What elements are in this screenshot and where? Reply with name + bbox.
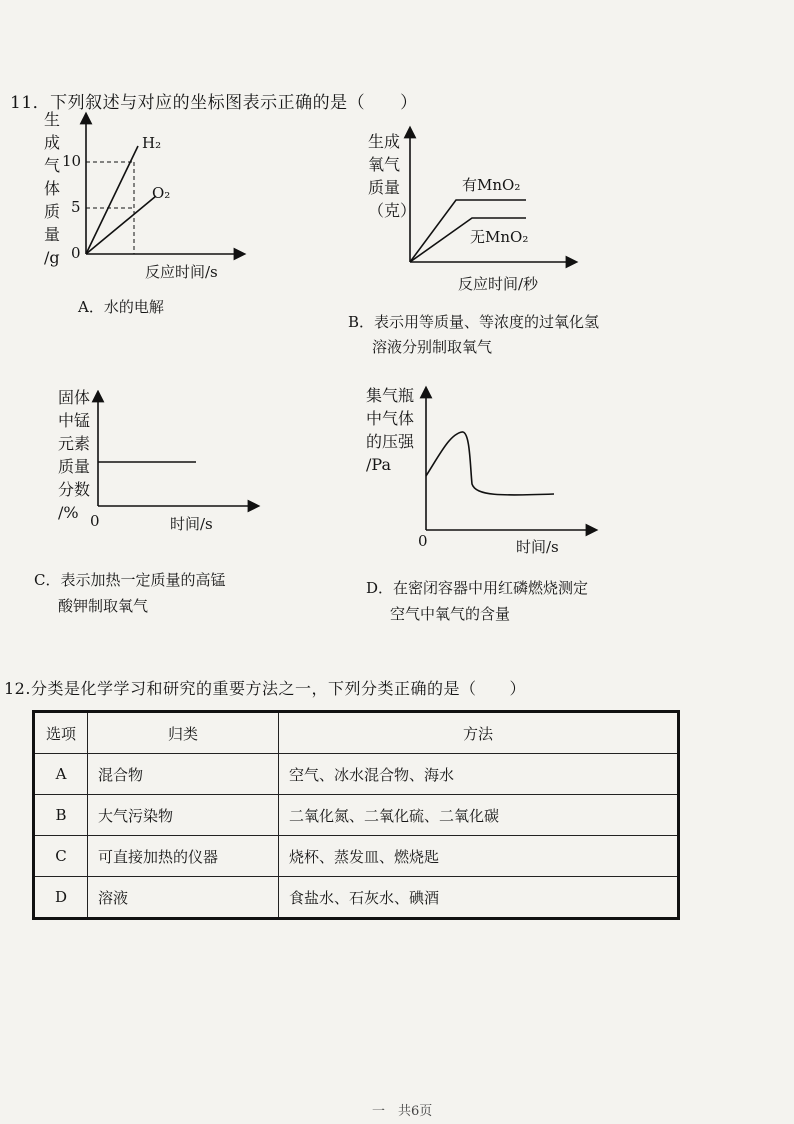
graph-c-ylabel: 固体 中锰 元素 质量 分数 /% [58, 388, 91, 522]
table-row [34, 795, 679, 836]
header-method: 方法 [279, 712, 679, 754]
graph-c-xlabel: 时间/s [170, 515, 213, 533]
row-category: 溶液 [88, 877, 279, 919]
graph-a-origin: 0 [71, 244, 81, 262]
graph-d-caption-line2: 空气中氧气的含量 [390, 605, 511, 623]
table-header-row [34, 712, 679, 754]
row-method: 空气、冰水混合物、海水 [279, 754, 679, 795]
graph-b-label-without-mno2: 无MnO₂ [470, 228, 529, 246]
graph-d-origin: 0 [418, 532, 428, 550]
graph-a-ylabel: 生 成 气 体 质 量 /g [44, 110, 61, 267]
graph-b-ylabel: 生成 氧气 质量 （克） [368, 132, 417, 220]
row-option: B [34, 795, 88, 836]
question-12-title: 12.分类是化学学习和研究的重要方法之一，下列分类正确的是（ ） [4, 679, 526, 698]
graph-b-label-with-mno2: 有MnO₂ [462, 176, 521, 194]
graph-a-xlabel: 反应时间/s [145, 263, 218, 281]
classification-table [32, 710, 680, 920]
graph-b-caption-line1: B．表示用等质量、等浓度的过氧化氢 [348, 313, 600, 331]
graph-a-line-o2 [86, 196, 156, 254]
row-category: 可直接加热的仪器 [88, 836, 279, 877]
graph-a-label-h2: H₂ [142, 134, 162, 152]
graph-a-tick-5: 5 [71, 198, 81, 216]
graph-d-caption-line1: D．在密闭容器中用红磷燃烧测定 [366, 579, 589, 597]
row-method: 烧杯、蒸发皿、燃烧匙 [279, 836, 679, 877]
graph-a-caption: A．水的电解 [78, 298, 164, 316]
graph-d-xlabel: 时间/s [516, 538, 559, 556]
graph-b-plot [400, 120, 600, 270]
question-11-title: 11．下列叙述与对应的坐标图表示正确的是（ ） [10, 93, 418, 113]
row-option: A [34, 754, 88, 795]
graph-a-tick-10: 10 [62, 152, 82, 170]
row-category: 大气污染物 [88, 795, 279, 836]
graph-d-ylabel: 集气瓶 中气体 的压强 /Pa [366, 386, 415, 474]
header-option: 选项 [34, 712, 88, 754]
row-category: 混合物 [88, 754, 279, 795]
graph-a-plot [60, 110, 260, 270]
row-method: 食盐水、石灰水、碘酒 [279, 877, 679, 919]
graph-d-curve [426, 432, 554, 495]
page-footer: 一 共6页 [372, 1104, 433, 1119]
table-row [34, 836, 679, 877]
graph-c-caption-line1: C．表示加热一定质量的高锰 [34, 571, 226, 589]
graph-a-label-o2: O₂ [152, 184, 171, 202]
row-option: C [34, 836, 88, 877]
row-option: D [34, 877, 88, 919]
header-category: 归类 [88, 712, 279, 754]
graph-b-caption-line2: 溶液分别制取氧气 [372, 338, 493, 356]
table-row [34, 877, 679, 919]
graph-c-origin: 0 [90, 512, 100, 530]
graph-d-plot [400, 384, 600, 554]
table-row [34, 754, 679, 795]
graph-c-caption-line2: 酸钾制取氧气 [58, 597, 149, 615]
row-method: 二氧化氮、二氧化硫、二氧化碳 [279, 795, 679, 836]
graph-b-xlabel: 反应时间/秒 [458, 275, 539, 293]
graph-c-plot [84, 390, 264, 530]
